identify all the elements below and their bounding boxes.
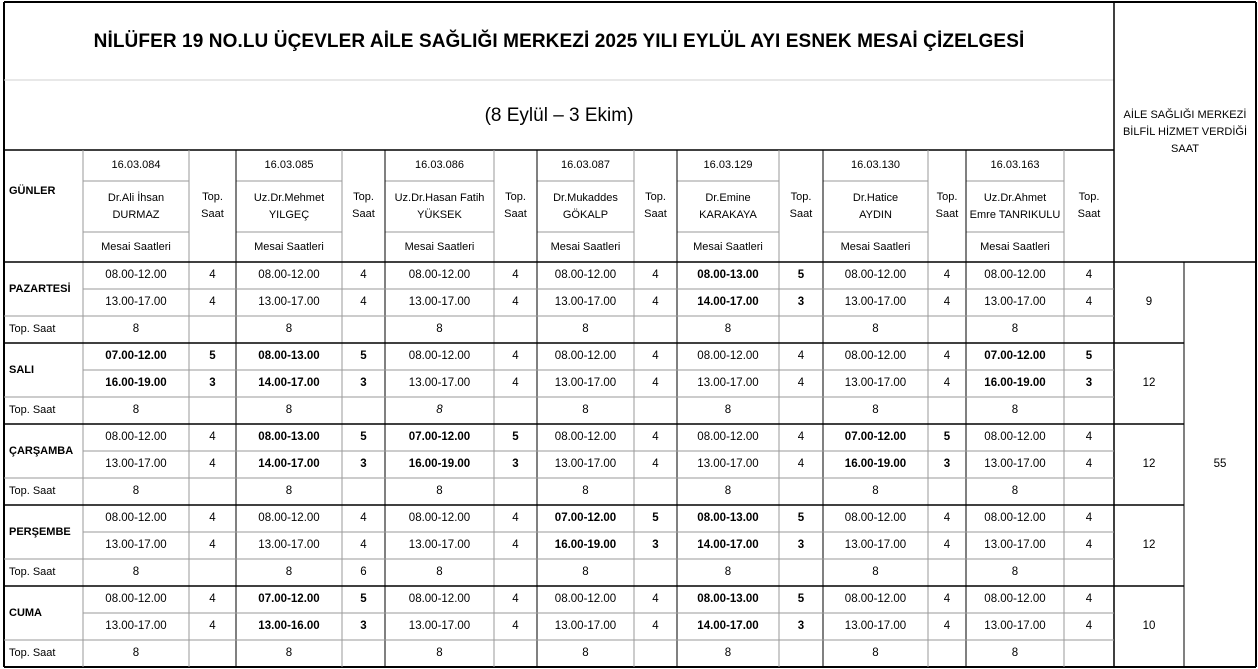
shift-time: 13.00-17.00 [258,296,320,308]
asm-day-hours: 12 [1142,458,1156,470]
top-saat-header: Top. Saat [504,191,527,220]
shift-time: 07.00-12.00 [844,431,907,443]
day-total: 8 [132,566,140,578]
day-total: 8 [724,323,732,335]
day-total-extra [779,559,823,586]
asm-day-hours: 12 [1142,377,1156,389]
shift-time: 13.00-17.00 [105,458,167,470]
day-total-extra [342,640,385,667]
doctor-name: Dr.Ali İhsan DURMAZ [107,191,165,221]
top-saat-label: Top. Saat [9,404,56,416]
shift-hours: 4 [209,512,216,524]
shift-hours: 4 [943,512,951,524]
doctor-code: 16.03.129 [703,159,753,171]
doctor-code: 16.03.085 [264,159,314,171]
shift-hours: 4 [797,350,805,362]
shift-hours: 4 [209,296,216,308]
shift-time: 08.00-12.00 [105,593,167,605]
day-total-extra [189,559,236,586]
day-total: 8 [436,485,443,497]
shift-hours: 4 [943,350,951,362]
shift-time: 07.00-12.00 [408,431,471,443]
top-saat-header: Top. Saat [644,191,667,220]
day-total-extra [634,478,677,505]
shift-time: 14.00-17.00 [697,620,759,632]
shift-hours: 5 [209,350,216,362]
shift-hours: 5 [360,431,367,443]
shift-hours: 5 [512,431,519,443]
shift-time: 13.00-17.00 [105,620,167,632]
shift-time: 08.00-12.00 [697,350,759,362]
shift-hours: 4 [1085,512,1093,524]
day-total-extra [494,640,537,667]
shift-time: 13.00-17.00 [984,620,1046,632]
shift-hours: 4 [1085,431,1093,443]
day-total: 8 [872,323,879,335]
day-total: 8 [285,566,293,578]
shift-time: 08.00-12.00 [105,431,167,443]
shift-hours: 5 [1085,350,1093,362]
shift-hours: 4 [943,593,951,605]
day-total-extra [779,316,823,343]
asm-total-hours: 55 [1213,458,1227,470]
shift-time: 16.00-19.00 [984,377,1046,389]
day-name: ÇARŞAMBA [9,444,74,457]
shift-time: 08.00-12.00 [408,350,471,362]
day-total-extra [779,478,823,505]
shift-time: 13.00-17.00 [554,377,617,389]
shift-time: 08.00-12.00 [408,593,471,605]
shift-hours: 5 [797,269,805,281]
shift-hours: 4 [652,458,659,470]
shift-hours: 4 [797,377,805,389]
mesai-saatleri-header: Mesai Saatleri [404,240,475,253]
mesai-saatleri-header: Mesai Saatleri [254,240,324,253]
mesai-saatleri-header: Mesai Saatleri [693,240,763,253]
shift-hours: 4 [512,377,519,389]
shift-hours: 4 [1085,296,1093,308]
day-total: 8 [285,647,293,659]
shift-hours: 4 [209,539,216,551]
day-total-extra [634,640,677,667]
shift-hours: 5 [943,431,951,443]
shift-hours: 4 [512,269,519,281]
shift-time: 08.00-12.00 [554,350,617,362]
day-total: 8 [582,647,589,659]
shift-hours: 4 [1085,269,1093,281]
shift-hours: 4 [512,620,519,632]
shift-time: 07.00-12.00 [554,512,617,524]
shift-time: 07.00-12.00 [105,350,167,362]
shift-time: 08.00-12.00 [554,269,617,281]
shift-hours: 4 [209,431,216,443]
shift-time: 08.00-13.00 [258,350,320,362]
shift-hours: 4 [652,593,659,605]
shift-hours: 4 [512,296,519,308]
day-total: 8 [1011,485,1019,497]
shift-hours: 4 [1085,539,1093,551]
shift-time: 13.00-17.00 [408,296,471,308]
shift-time: 08.00-12.00 [844,512,907,524]
shift-hours: 4 [360,512,367,524]
shift-time: 13.00-17.00 [408,620,471,632]
shift-time: 08.00-12.00 [844,593,907,605]
shift-hours: 4 [1085,620,1093,632]
doctor-name: Dr.Emine KARAKAYA [699,191,757,221]
shift-hours: 4 [512,539,519,551]
day-total-extra [634,397,677,424]
shift-hours: 4 [652,296,659,308]
day-name: SALI [9,363,35,376]
day-total: 8 [872,485,879,497]
shift-time: 13.00-17.00 [984,458,1046,470]
doctor-name: Dr.Mukaddes GÖKALP [553,191,618,221]
day-name: PAZARTESİ [9,282,71,295]
doctor-code: 16.03.084 [111,159,161,171]
day-total-extra [928,478,966,505]
shift-hours: 4 [797,458,805,470]
top-saat-label: Top. Saat [9,647,56,659]
shift-hours: 4 [943,377,951,389]
shift-hours: 5 [360,593,367,605]
shift-time: 13.00-17.00 [984,296,1046,308]
shift-time: 16.00-19.00 [105,377,167,389]
shift-time: 14.00-17.00 [258,458,320,470]
sheet-subtitle: (8 Eylül – 3 Ekim) [484,104,634,126]
shift-time: 13.00-17.00 [844,539,907,551]
shift-time: 08.00-12.00 [554,593,617,605]
doctor-name: Dr.Hatice AYDIN [852,191,899,221]
shift-hours: 4 [1085,593,1093,605]
shift-time: 08.00-12.00 [105,269,167,281]
shift-hours: 4 [652,620,659,632]
shift-time: 13.00-17.00 [844,620,907,632]
day-total-extra [1064,640,1114,667]
shift-hours: 4 [209,458,216,470]
shift-hours: 3 [360,620,367,632]
day-total: 8 [132,404,140,416]
top-saat-header: Top. Saat [352,191,375,220]
day-total: 8 [1011,323,1019,335]
shift-hours: 4 [512,512,519,524]
top-saat-header: Top. Saat [935,191,959,220]
shift-hours: 4 [943,620,951,632]
day-total-extra [1064,397,1114,424]
shift-time: 13.00-17.00 [697,458,759,470]
shift-time: 08.00-13.00 [258,431,320,443]
day-total-extra [1064,559,1114,586]
shift-hours: 4 [652,431,659,443]
shift-hours: 5 [652,512,659,524]
shift-hours: 4 [1085,458,1093,470]
day-total: 8 [285,404,293,416]
shift-time: 13.00-17.00 [554,458,617,470]
day-total-extra [928,397,966,424]
day-total-extra [494,397,537,424]
shift-time: 08.00-13.00 [697,269,759,281]
mesai-saatleri-header: Mesai Saatleri [101,240,171,253]
shift-hours: 4 [512,593,519,605]
doctor-code: 16.03.130 [851,159,900,171]
shift-time: 14.00-17.00 [697,296,759,308]
shift-hours: 3 [209,377,216,389]
shift-time: 16.00-19.00 [554,539,617,551]
shift-hours: 3 [360,377,367,389]
shift-hours: 3 [943,458,951,470]
day-total: 8 [436,647,443,659]
shift-time: 08.00-12.00 [697,431,759,443]
shift-time: 14.00-17.00 [258,377,320,389]
shift-hours: 3 [512,458,519,470]
shift-hours: 4 [943,296,951,308]
day-total: 8 [132,485,140,497]
shift-hours: 4 [652,269,659,281]
day-total-extra [634,316,677,343]
shift-time: 08.00-12.00 [984,512,1046,524]
day-total: 8 [724,566,732,578]
shift-time: 13.00-17.00 [697,377,759,389]
day-total: 8 [1011,404,1019,416]
shift-time: 08.00-12.00 [258,512,320,524]
top-saat-label: Top. Saat [9,485,56,497]
day-total-extra [1064,478,1114,505]
day-total-extra [189,397,236,424]
day-total-extra [494,478,537,505]
shift-hours: 5 [797,593,805,605]
day-total: 8 [1011,647,1019,659]
shift-hours: 4 [360,296,367,308]
top-saat-label: Top. Saat [9,323,56,335]
shift-hours: 3 [797,296,805,308]
day-total: 8 [436,566,443,578]
shift-hours: 5 [360,350,367,362]
day-total: 8 [132,323,140,335]
shift-time: 08.00-12.00 [984,431,1046,443]
doctor-name: Uz.Dr.Mehmet YILGEÇ [253,191,325,221]
top-saat-header: Top. Saat [1077,191,1101,220]
day-total: 8 [582,485,589,497]
shift-time: 16.00-19.00 [408,458,471,470]
shift-hours: 5 [797,512,805,524]
shift-time: 08.00-12.00 [844,269,907,281]
shift-time: 08.00-12.00 [408,512,471,524]
shift-time: 13.00-17.00 [554,620,617,632]
day-total: 8 [724,647,732,659]
shift-time: 16.00-19.00 [844,458,907,470]
shift-time: 13.00-17.00 [408,539,471,551]
day-total-extra [779,640,823,667]
shift-hours: 4 [512,350,519,362]
shift-hours: 4 [360,269,367,281]
mesai-saatleri-header: Mesai Saatleri [550,240,621,253]
day-total: 8 [582,323,589,335]
shift-time: 13.00-17.00 [258,539,320,551]
shift-hours: 3 [1085,377,1093,389]
day-total-extra [494,559,537,586]
day-total-extra [342,478,385,505]
doctor-name: Uz.Dr.Ahmet Emre TANRIKULU [969,191,1061,221]
day-total: 8 [872,647,879,659]
shift-time: 13.00-17.00 [554,296,617,308]
day-total: 8 [436,404,443,416]
shift-hours: 3 [360,458,367,470]
day-total: 8 [436,323,443,335]
day-total: 8 [582,404,589,416]
day-total-extra [928,316,966,343]
shift-time: 08.00-12.00 [408,269,471,281]
shift-hours: 4 [209,269,216,281]
day-name: PERŞEMBE [9,525,71,538]
doctor-code: 16.03.087 [561,159,610,171]
mesai-saatleri-header: Mesai Saatleri [980,240,1050,253]
asm-day-hours: 9 [1145,296,1153,308]
shift-time: 07.00-12.00 [258,593,320,605]
shift-hours: 4 [209,620,216,632]
shift-time: 13.00-17.00 [844,377,907,389]
day-total-extra [928,559,966,586]
day-total: 8 [1011,566,1019,578]
asm-day-hours: 10 [1142,620,1156,632]
shift-time: 08.00-13.00 [697,593,759,605]
top-saat-label: Top. Saat [9,566,56,578]
shift-hours: 4 [652,350,659,362]
shift-time: 13.00-17.00 [105,539,167,551]
day-total-extra: 6 [360,566,367,578]
shift-time: 08.00-12.00 [554,431,617,443]
mesai-saatleri-header: Mesai Saatleri [840,240,911,253]
day-name: CUMA [9,606,42,619]
day-total: 8 [582,566,589,578]
shift-hours: 4 [943,269,951,281]
day-total-extra [189,640,236,667]
days-header: GÜNLER [9,184,56,197]
shift-time: 14.00-17.00 [697,539,759,551]
sheet-title: NİLÜFER 19 NO.LU ÜÇEVLER AİLE SAĞLIĞI MERKEZİ 2025 YILI EYLÜL AYI ESNEK MESAİ ÇİZELGESİ [93,30,1025,52]
shift-time: 08.00-13.00 [697,512,759,524]
asm-service-hours-header: AİLE SAĞLIĞI MERKEZİ BİLFİL HİZMET VERDİĞİ SAAT [1122,108,1248,155]
day-total-extra [494,316,537,343]
doctor-name: Uz.Dr.Hasan Fatih YÜKSEK [394,191,485,221]
day-total: 8 [285,323,293,335]
shift-hours: 4 [652,377,659,389]
shift-time: 08.00-12.00 [258,269,320,281]
day-total-extra [779,397,823,424]
day-total: 8 [724,485,732,497]
day-total-extra [1064,316,1114,343]
day-total: 8 [724,404,732,416]
shift-time: 13.00-17.00 [408,377,471,389]
shift-time: 08.00-12.00 [984,593,1046,605]
day-total-extra [189,478,236,505]
shift-hours: 3 [797,620,805,632]
shift-time: 08.00-12.00 [105,512,167,524]
doctor-code: 16.03.163 [990,159,1040,171]
day-total: 8 [872,566,879,578]
shift-hours: 4 [360,539,367,551]
top-saat-header: Top. Saat [201,191,224,220]
shift-hours: 3 [797,539,805,551]
top-saat-header: Top. Saat [789,191,813,220]
day-total-extra [342,316,385,343]
shift-time: 13.00-17.00 [984,539,1046,551]
shift-hours: 4 [209,593,216,605]
day-total-extra [634,559,677,586]
shift-hours: 3 [652,539,659,551]
day-total-extra [928,640,966,667]
shift-time: 08.00-12.00 [844,350,907,362]
shift-hours: 4 [943,539,951,551]
day-total: 8 [132,647,140,659]
shift-time: 13.00-17.00 [105,296,167,308]
shift-hours: 4 [797,431,805,443]
shift-time: 07.00-12.00 [984,350,1046,362]
day-total: 8 [872,404,879,416]
shift-time: 08.00-12.00 [984,269,1046,281]
shift-time: 13.00-17.00 [844,296,907,308]
shift-time: 13.00-16.00 [258,620,320,632]
day-total: 8 [285,485,293,497]
doctor-code: 16.03.086 [415,159,464,171]
day-total-extra [189,316,236,343]
asm-day-hours: 12 [1142,539,1156,551]
day-total-extra [342,397,385,424]
